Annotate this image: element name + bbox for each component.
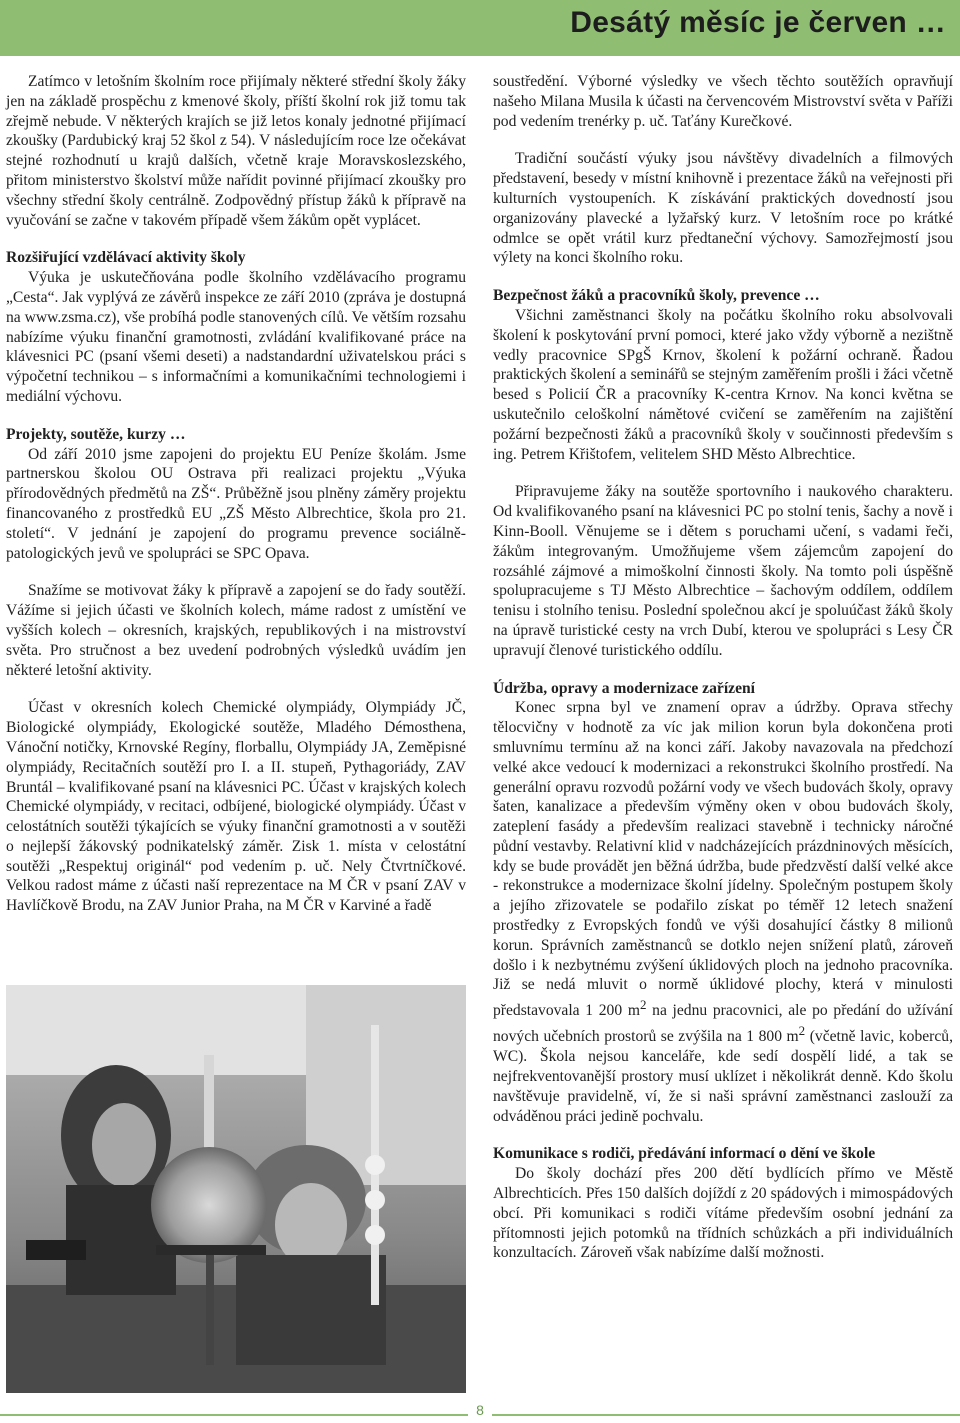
superscript-1: 2 xyxy=(639,997,647,1013)
header-bar xyxy=(0,0,960,56)
left-column xyxy=(6,72,466,916)
heading-safety: Bezpečnost žáků a pracovníků školy, prevence … xyxy=(493,287,820,305)
maintenance-text-c: (včetně lavic, koberců, WC). Škola nejsou kanceláře, kde sedí dospělí lidé, a tak se nejfrekventovanější prostory musí uklízet i několikrát denně. Kdo školu navštěvuje pravidelně, ví, že si naši správní zaměstnanci zaslouží za odváděnou práci jedině pochvalu. xyxy=(493,1028,953,1125)
maintenance-text-b: na jednu pracovnici, ale po předání do užívání nových učebních prostorů se zvýšila na 1 800 m xyxy=(493,1002,954,1046)
paragraph-competitions-intro: Snažíme se motivovat žáky k přípravě a zapojení se do řady soutěží. Vážíme si jejich účasti ve školních kolech, máme radost z umístění ve vyšších kolech – okresních, krajských, republikových i na mistrovství světa. Pro stručnost a bez uvedení podrobných výsledků uvádím jen některé letošní aktivity. xyxy=(6,582,466,679)
paragraph-culture: Tradiční součástí výuky jsou návštěvy divadelních a filmových představení, besedy v místní knihovně i prezentace žáků na veřejnosti při kulturních vystoupeních. K získávání praktických dovedností jsou organizovány plavecké a lyžařský kurz. V letošním roce po krátké odmlce se opět vrátil kurz předtaneční výchovy. Samozřejmostí jsou výlety na konci školního roku. xyxy=(493,150,953,267)
paragraph-competitions-list: Účast v okresních kolech Chemické olympiády, Olympiády JČ, Biologické olympiády, Ekologické soutěže, Mladého Démosthena, Vánoční notičky, Krnovské Regíny, florballu, Olympiády JA, Zeměpisné olympiády, Recitačních soutěží pro I. a II. stupeň, Pythagoriády, ZAV Bruntál – kvalifikované psaní na klávesnici PC. Účast v krajských kolech Chemické olympiády, v recitaci, odbíjené, biologické olympiády. Účast v celostátních soutěži týkajících se výuky finanční gramotnosti a v soutěži o nejlepší žákovský podnikatelský záměr. Zisk 1. místa v celostátní soutěži „Respektuj originál“ pod vedením p. uč. Nely Čtvrtníčkové. Velkou radost máme z účasti naší reprezentace na M ČR v psaní ZAV v Havlíčkově Brodu, na ZAV Junior Praha, na M ČR v Karviné a řadě xyxy=(6,699,466,915)
paragraph-admissions: Zatímco v letošním školním roce přijímaly některé střední školy žáky jen na základě prospěchu z kmenové školy, příští školní rok již tomu tak zřejmě nebude. V některých krajích se již letos konaly jednotné přijímací zkoušky (Pardubický kraj 52 škol z 54). V následujícím roce lze očekávat stejné rozhodnutí u krajů dalších, včetně kraje Moravskoslezského, přitom ministerstvo školství může nařídit povinné přijímací zkoušky pro všechny střední školy centrálně. Zodpovědný přístup žáků k přípravě na vyučování se začne v takovém případě všem žákům opět vyplácet. xyxy=(6,73,466,229)
paragraph-curriculum: Výuka je uskutečňována podle školního vzdělávacího programu „Cesta“. Jak vyplývá ze závěrů inspekce ze září 2010 (zpráva je dostupná na www.zsma.cz), vše probíhá podle stanovených cílů. Ve větším rozsahu nabízíme výuku finanční gramotnosti, zvládání kvalifikované práce na klávesnici PC (psaní všemi deseti) a nadstandardní uživatelskou práci s výpočetní technikou – s informačními a komunikačními technologiemi i mediální výchovu. xyxy=(6,269,466,405)
maintenance-text-a: Konec srpna byl ve znamení oprav a údržby. Oprava střechy tělocvičny v hodnotě za víc jak milion korun byla dokončena proti smluvnímu termínu až na konci září. Jakoby navazovala na předchozí velké akce vedoucí k modernizaci a rekonstrukci školního prostředí. Na generální opravu rozvodů požární vody ve všech budovách školy, opravy šaten, kanalizace a především výměny oken v obou budovách školy, zateplení fasády a především realizaci stavebně i technicky náročné půdní vestavby. Relativní klid v nadcházejících prázdninových měsících, kdy se bude provádět jen běžná údržba, bude předzvěstí další velké akce - rekonstrukce a modernizace školní jídelny. Společným postupem školy a jejího zřizovatele se podařilo získat po téměř 12 letech snažení prostředky z Evropských fondů ve výši dosahující částky 8 milionů korun. Správních zaměstnanců se dotklo nejen snížení platů, zároveň došlo i k nezbytnému zvýšení úklidových ploch na jednoho pracovníka. Již se nedá mluvit o normě úklidové plochy, která v minulosti představovala 1 200 m xyxy=(493,699,953,1020)
heading-extended-activities: Rozšiřující vzdělávací aktivity školy xyxy=(6,249,246,267)
footer-rule-right xyxy=(492,1414,960,1416)
paragraph-communication: Do školy dochází přes 200 dětí bydlících přímo ve Městě Albrechticích. Přes 150 dalších dojíždí z 20 spádových i mimospádových obcí. Při komunikaci s rodiči vítáme především osobní jednání za přítomnosti jejich potomků na třídních schůzkách a při individuálních konzultacích. Zároveň však nabízíme další možnosti. xyxy=(493,1165,953,1262)
heading-communication: Komunikace s rodiči, předávání informací o dění ve škole xyxy=(493,1145,876,1163)
photo-image xyxy=(6,985,466,1393)
superscript-2: 2 xyxy=(798,1023,806,1039)
paragraph-sports: Připravujeme žáky na soutěže sportovního i naukového charakteru. Od kvalifikovaného psaní na klávesnici PC po stolní tenis, šachy a nově i Kinn-Booll. Věnujeme se i dětem s poruchami učení, s vadami řeči, žákům integrovaným. Umožňujeme všem zájemcům zapojení do rozsáhlé zájmové a mimoškolní činnosti školy. Na tomto poli úspěšně spolupracujeme s TJ Město Albrechtice – šachovým oddílem, oddílem tenisu i stolního tenisu. Poslední společnou akcí je spoluúčast žáků školy na úpravě turistické cesty na vrch Dubí, kterou ve spolupráci s Lesy ČR upravují členové turistického oddílu. xyxy=(493,483,953,659)
heading-projects: Projekty, soutěže, kurzy … xyxy=(6,425,186,443)
page-number: 8 xyxy=(470,1402,490,1418)
paragraph-maintenance xyxy=(493,698,953,1126)
paragraph-safety: Všichni zaměstnanci školy na počátku školního roku absolvovali školení k poskytování první pomoci, které jako vždy výborně a nezištně vedly pracovnice SPgŠ Krnov, školení k požární ochraně. Řadou praktických školení a seminářů se stejným zaměřením prošli i žáci včetně besed s Policií ČR a pracovníky K-centra Krnov. Na konci května se uskutečnilo celoškolní námětové cvičení se zaměřením na zajištění požární bezpečnosti žáků a pracovníků školy v součinnosti především s ing. Petrem Křištofem, velitelem SHD Město Albrechtice. xyxy=(493,306,953,463)
paragraph-projects: Od září 2010 jsme zapojeni do projektu EU Peníze školám. Jsme partnerskou školou OU Ostrava při realizaci projektu „Výuka přírodovědných předmětů na ZŠ“. Průběžně jsou plněny záměry projektu financovaného z prostředků EU „ZŠ Město Albrechtice, škola pro 21. století“. V jednání je zapojení do programu prevence sociálně-patologických jevů ve spolupráci se SPC Opava. xyxy=(6,445,466,562)
paragraph-world-championship: soustředění. Výborné výsledky ve všech těchto soutěžích opravňují našeho Milana Musila k účasti na červencovém Mistrovství světa v Paříži pod vedením trenérky p. uč. Taťány Kurečkové. xyxy=(493,73,953,130)
right-column xyxy=(493,72,953,1263)
photo-chemistry-lab xyxy=(6,985,466,1393)
page-title: Desátý měsíc je červen … xyxy=(570,6,946,39)
heading-maintenance: Údržba, opravy a modernizace zařízení xyxy=(493,679,756,697)
footer-rule-left xyxy=(0,1414,468,1416)
